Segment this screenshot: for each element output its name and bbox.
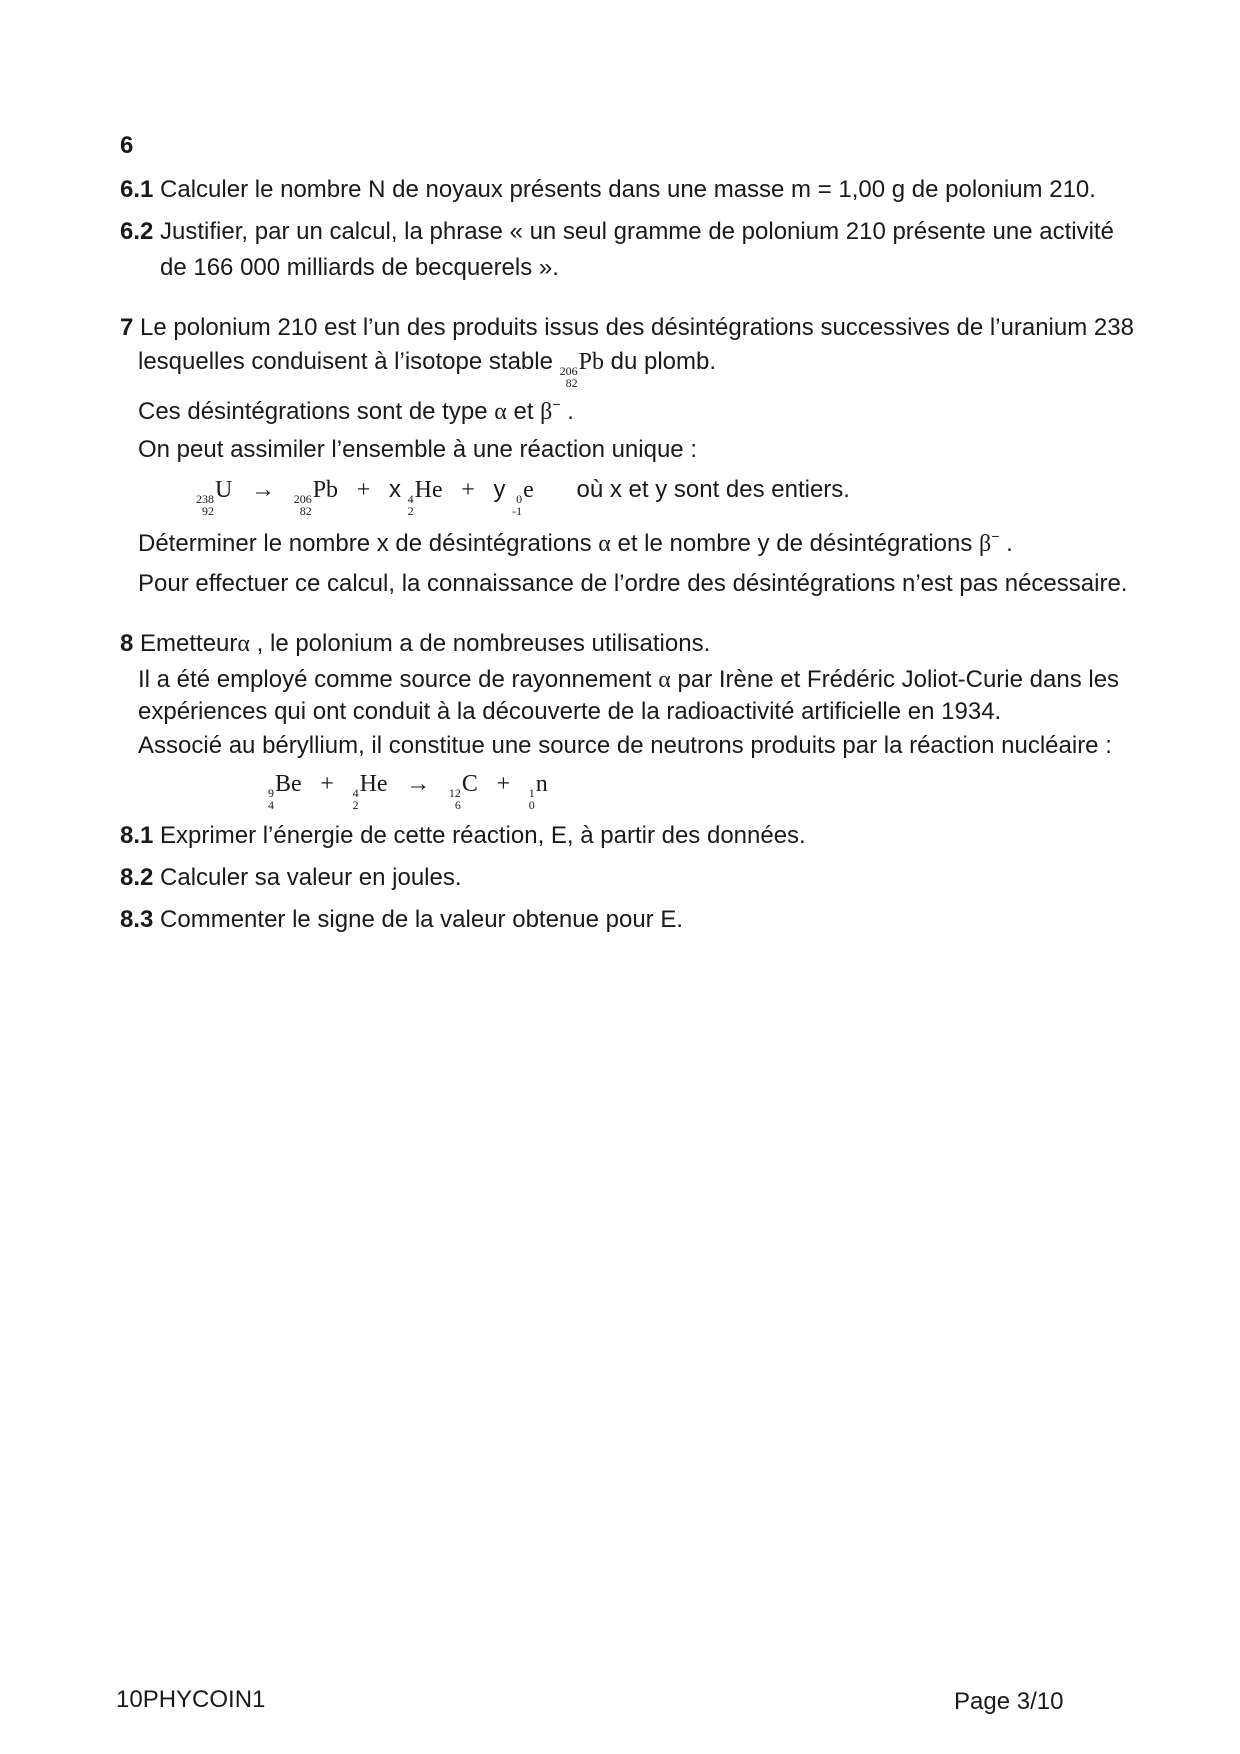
e-indices <box>512 493 522 517</box>
text: et <box>506 398 541 425</box>
question-8-line-1 <box>120 630 710 659</box>
c-indices <box>449 787 461 811</box>
question-7-line-5 <box>138 528 1013 559</box>
element-symbol: e <box>523 477 534 503</box>
question-8-line-4: Associé au béryllium, il constitue une source de neutrons produits par la réaction nucléaire : <box>138 732 1112 759</box>
element-symbol: He <box>414 477 443 503</box>
text: , le polonium a de nombreuses utilisations. <box>249 630 711 657</box>
section-6-heading: 6 <box>120 132 134 159</box>
alpha-symbol: α <box>494 399 507 425</box>
atomic-number: 4 <box>268 798 274 812</box>
atomic-number: -1 <box>512 504 523 518</box>
question-7-line-2 <box>138 348 716 389</box>
text: par Irène et Frédéric Joliot-Curie dans les <box>670 666 1120 693</box>
atomic-number: 92 <box>202 504 214 518</box>
mass-number: 0 <box>516 492 523 506</box>
mass-number: 4 <box>352 786 359 800</box>
beta-symbol: β <box>979 531 992 557</box>
atomic-number: 2 <box>407 504 414 518</box>
question-text: Exprimer l’énergie de cette réaction, E, à partir des données. <box>153 822 806 849</box>
element-symbol: Pb <box>578 349 604 375</box>
question-6-2-cont: de 166 000 milliards de becquerels ». <box>160 254 559 281</box>
alpha-symbol: α <box>598 531 611 557</box>
question-7-line-1 <box>120 314 1134 343</box>
uranium-decay-equation <box>196 476 850 517</box>
text: Il a été employé comme source de rayonnement <box>138 666 659 693</box>
text: Ces désintégrations sont de type <box>138 398 495 425</box>
mass-number: 1 <box>528 786 535 800</box>
question-6-1 <box>120 176 1096 205</box>
pb-isotope-indices <box>560 365 578 389</box>
question-8-3 <box>120 906 683 935</box>
be-indices <box>268 787 274 811</box>
atomic-number: 2 <box>352 798 359 812</box>
mass-number: 4 <box>407 492 414 506</box>
question-7-line-6: Pour effectuer ce calcul, la connaissance de l’ordre des désintégrations n’est pas nécessaire. <box>138 570 1128 597</box>
text: et le nombre y de désintégrations <box>610 530 980 557</box>
minus-sign: − <box>991 528 1000 544</box>
question-number: 8.3 <box>120 906 154 933</box>
equation-note: où x et y sont des entiers. <box>576 476 850 503</box>
atomic-number: 6 <box>454 798 461 812</box>
question-text: Justifier, par un calcul, la phrase « un seul gramme de polonium 210 présente une activité <box>153 218 1114 245</box>
arrow: → <box>406 771 431 797</box>
atomic-number: 82 <box>565 376 578 390</box>
u-indices <box>196 493 214 517</box>
question-number: 6.1 <box>120 176 154 203</box>
plus-sign: + <box>461 477 475 503</box>
question-6-2 <box>120 218 1114 247</box>
text: Emetteur <box>133 630 238 657</box>
mass-number: 12 <box>448 786 461 800</box>
element-symbol: He <box>359 771 388 797</box>
text: . <box>999 530 1013 557</box>
mass-number: 9 <box>268 786 274 800</box>
mass-number: 206 <box>559 364 578 378</box>
plus-sign: + <box>356 477 371 503</box>
coefficient-x: x <box>388 476 401 503</box>
question-7-line-3 <box>138 396 574 427</box>
question-8-line-2 <box>138 666 1119 695</box>
plus-sign: + <box>320 771 334 797</box>
question-number: 8 <box>120 630 134 657</box>
beta-symbol: β <box>540 399 553 425</box>
element-symbol: Pb <box>312 477 339 503</box>
atomic-number: 0 <box>528 798 535 812</box>
he-indices <box>353 787 359 811</box>
text: Déterminer le nombre x de désintégrations <box>138 530 599 557</box>
element-symbol: Be <box>275 771 302 797</box>
text: lesquelles conduisent à l’isotope stable <box>138 348 560 375</box>
question-8-line-3: expériences qui ont conduit à la découverte de la radioactivité artificielle en 1934. <box>138 698 1002 725</box>
question-text: Commenter le signe de la valeur obtenue pour E. <box>153 906 684 933</box>
coefficient-y: y <box>493 476 506 503</box>
question-7-line-4: On peut assimiler l’ensemble à une réaction unique : <box>138 436 697 463</box>
minus-sign: − <box>552 396 561 412</box>
atomic-number: 82 <box>299 504 312 518</box>
plus-sign: + <box>496 771 511 797</box>
alpha-symbol: α <box>658 667 671 693</box>
text: du plomb. <box>603 348 717 375</box>
arrow: → <box>251 477 276 503</box>
mass-number: 238 <box>196 492 214 506</box>
question-8-1 <box>120 822 806 851</box>
text: Le polonium 210 est l’un des produits issus des désintégrations successives de l’uranium 238 <box>133 314 1134 341</box>
beryllium-reaction-equation <box>268 770 548 811</box>
question-text: Calculer le nombre N de noyaux présents dans une masse m = 1,00 g de polonium 210. <box>153 176 1096 203</box>
n-indices <box>529 787 535 811</box>
pb-indices <box>294 493 312 517</box>
text: . <box>560 398 574 425</box>
question-number: 7 <box>120 314 134 341</box>
footer-exam-code: 10PHYCOIN1 <box>116 1686 266 1713</box>
mass-number: 206 <box>293 492 312 506</box>
element-symbol: C <box>461 771 478 797</box>
alpha-symbol: α <box>237 631 250 657</box>
element-symbol: U <box>215 477 233 503</box>
element-symbol: n <box>535 771 548 797</box>
question-8-2 <box>120 864 462 893</box>
he-indices <box>408 493 414 517</box>
question-number: 8.1 <box>120 822 154 849</box>
question-number: 6.2 <box>120 218 154 245</box>
question-number: 8.2 <box>120 864 154 891</box>
question-text: Calculer sa valeur en joules. <box>153 864 462 891</box>
footer-page-number: Page 3/10 <box>954 1688 1064 1715</box>
